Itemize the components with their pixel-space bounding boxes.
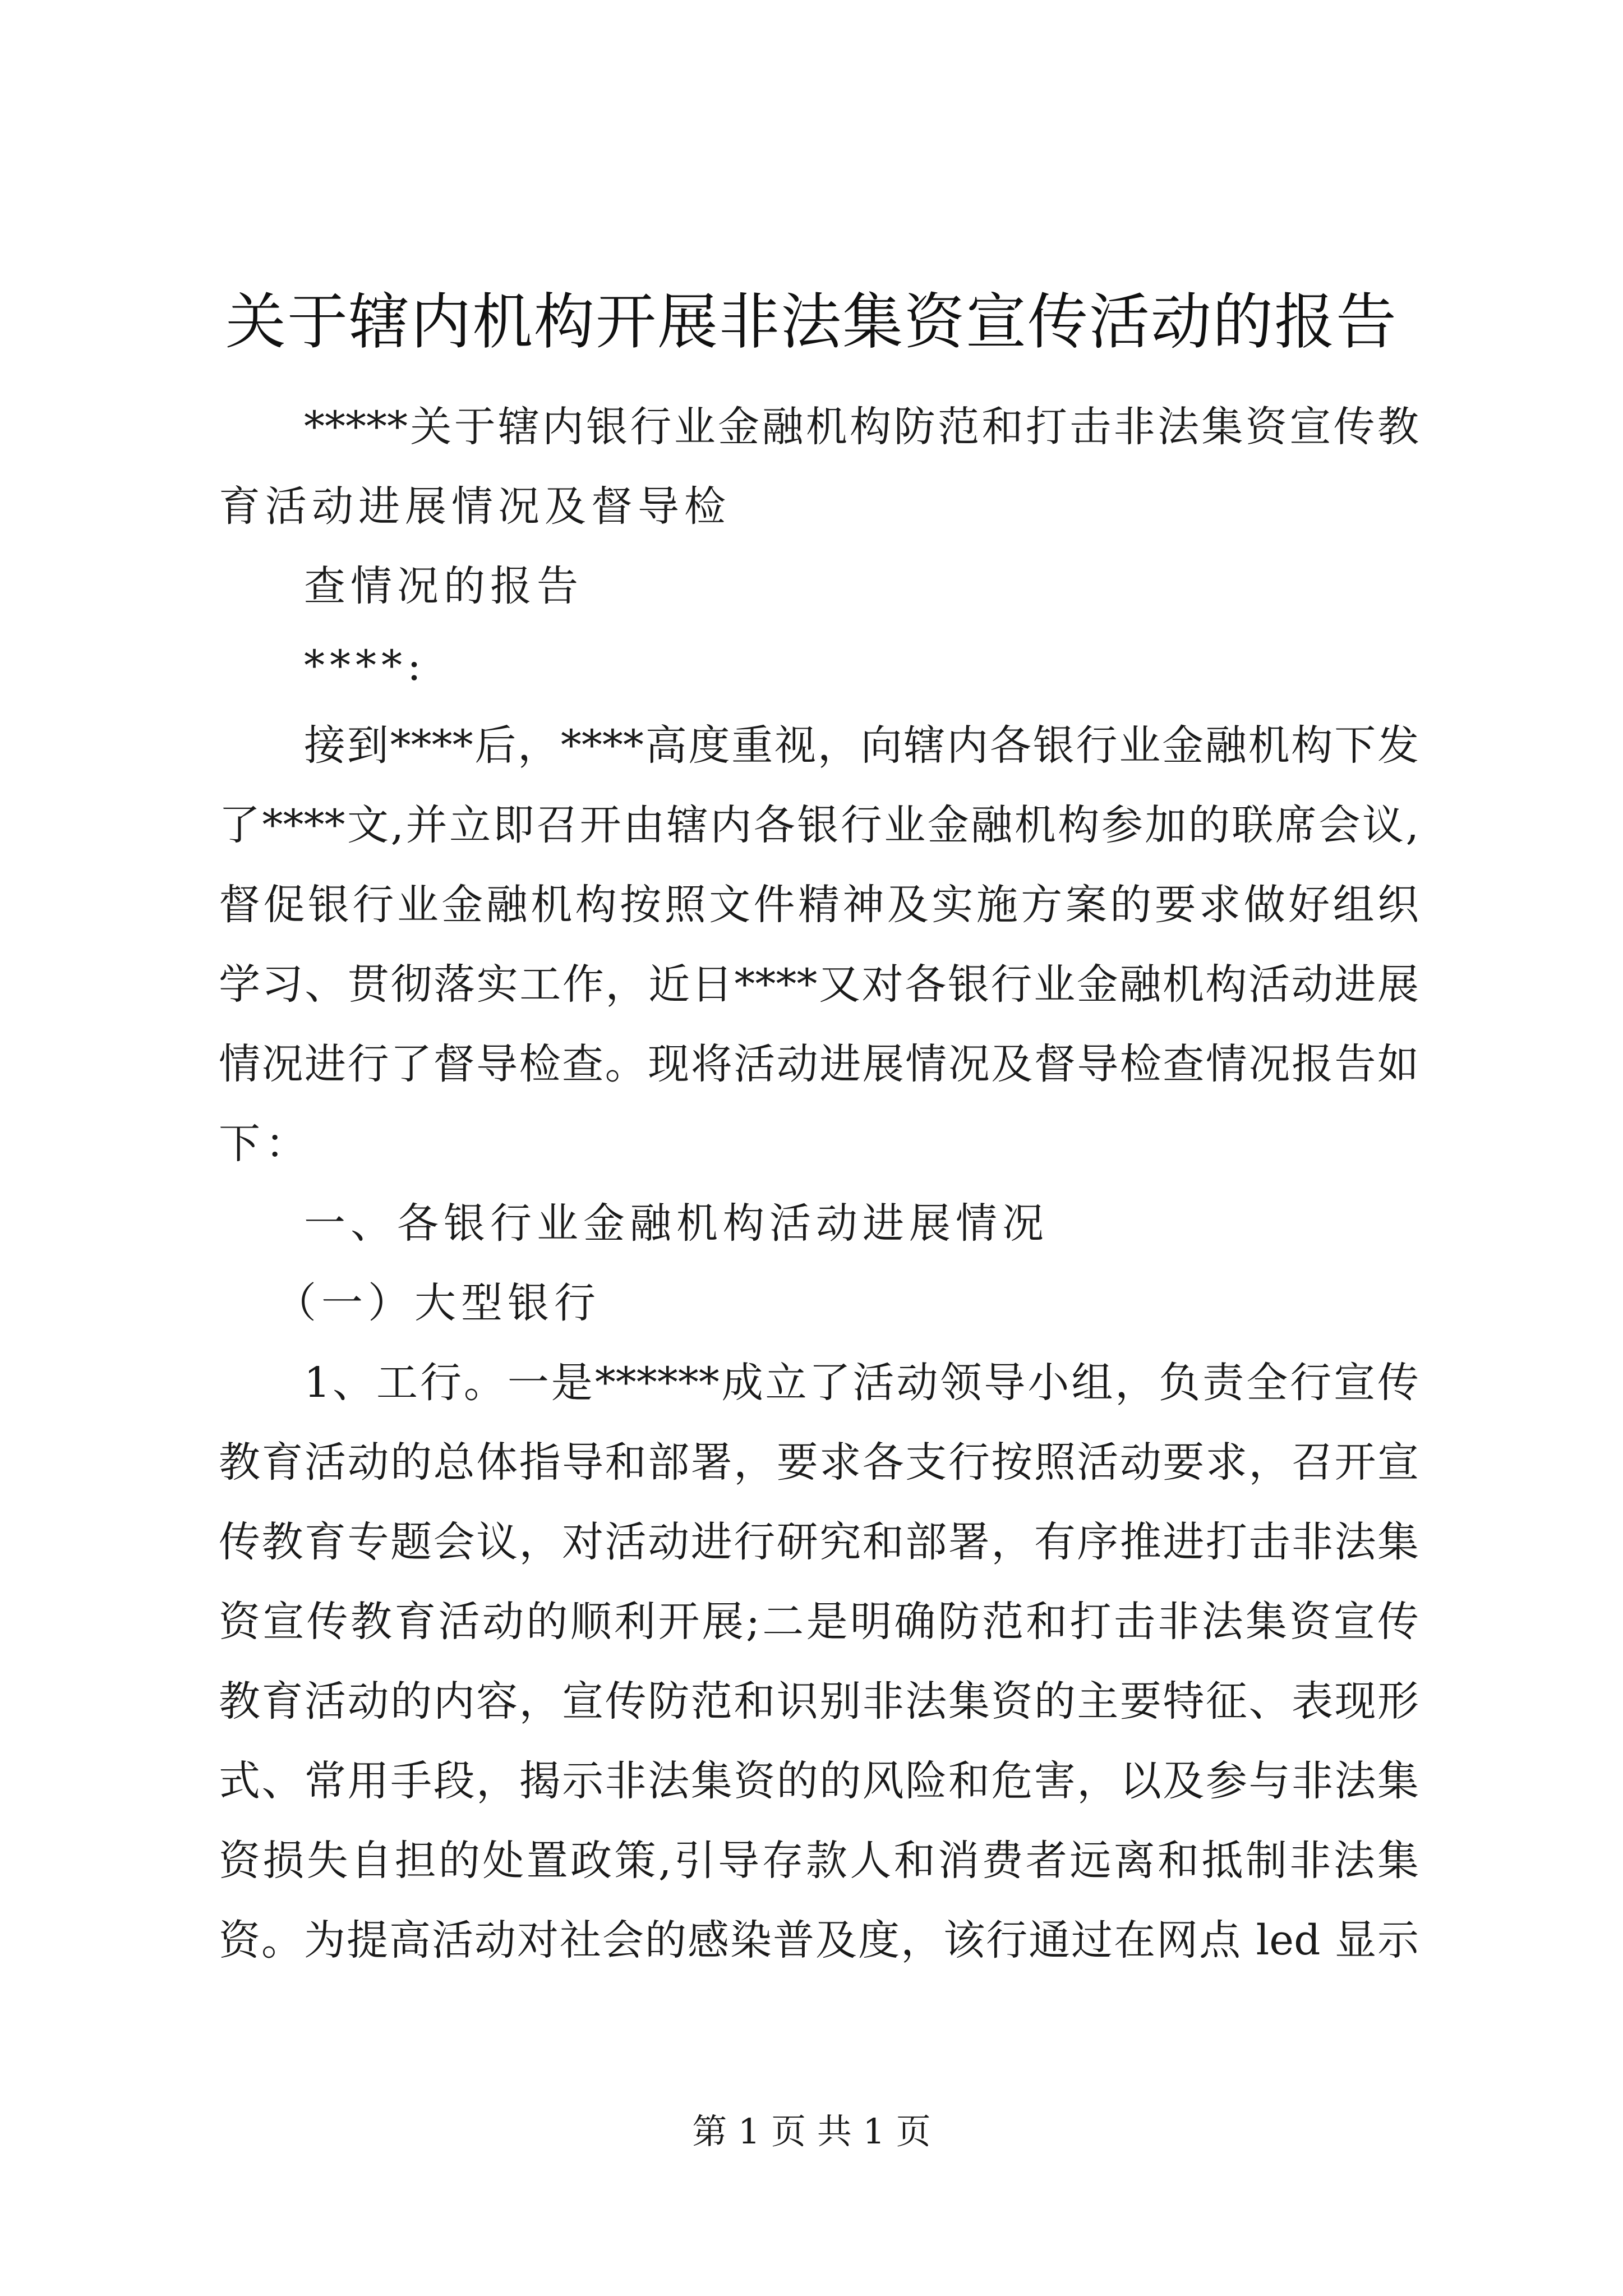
paragraph-line: *****关于辖内银行业金融机构防范和打击非法集资宣传教	[304, 403, 1419, 451]
subsection-heading: （一）大型银行	[275, 1279, 601, 1327]
paragraph-line: 育活动进展情况及督导检	[219, 482, 731, 531]
paragraph-line: 资损失自担的处置政策,引导存款人和消费者远离和抵制非法集	[219, 1837, 1419, 1885]
document-body	[219, 387, 1419, 1980]
paragraph-line: 查情况的报告	[304, 562, 583, 610]
paragraph-line: 情况进行了督导检查。现将活动进展情况及督导检查情况报告如	[219, 1040, 1419, 1088]
page-footer: 第 1 页 共 1 页	[692, 2111, 931, 2152]
paragraph-line: 资。为提高活动对社会的感染普及度，该行通过在网点 led 显示	[219, 1916, 1419, 1964]
paragraph-line: 式、常用手段，揭示非法集资的的风险和危害，以及参与非法集	[219, 1757, 1419, 1805]
paragraph-line: 教育活动的总体指导和部署，要求各支行按照活动要求，召开宣	[219, 1438, 1419, 1487]
section-heading: 一、各银行业金融机构活动进展情况	[304, 1199, 1049, 1248]
paragraph-line: 下：	[219, 1120, 312, 1168]
document-title: 关于辖内机构开展非法集资宣传活动的报告	[225, 287, 1398, 357]
salutation-line: ****:	[304, 642, 426, 690]
paragraph-line: 资宣传教育活动的顺利开展;二是明确防范和打击非法集资宣传	[219, 1598, 1419, 1646]
paragraph-line: 督促银行业金融机构按照文件精神及实施方案的要求做好组织	[219, 881, 1419, 929]
paragraph-line: 了****文,并立即召开由辖内各银行业金融机构参加的联席会议,	[219, 801, 1419, 849]
paragraph-line: 1、工行。一是******成立了活动领导小组，负责全行宣传	[304, 1359, 1419, 1407]
paragraph-line: 学习、贯彻落实工作，近日****又对各银行业金融机构活动进展	[219, 960, 1419, 1009]
paragraph-line: 教育活动的内容，宣传防范和识别非法集资的主要特征、表现形	[219, 1677, 1419, 1726]
paragraph-line: 接到****后，****高度重视，向辖内各银行业金融机构下发	[304, 721, 1419, 770]
paragraph-line: 传教育专题会议，对活动进行研究和部署，有序推进打击非法集	[219, 1518, 1419, 1566]
